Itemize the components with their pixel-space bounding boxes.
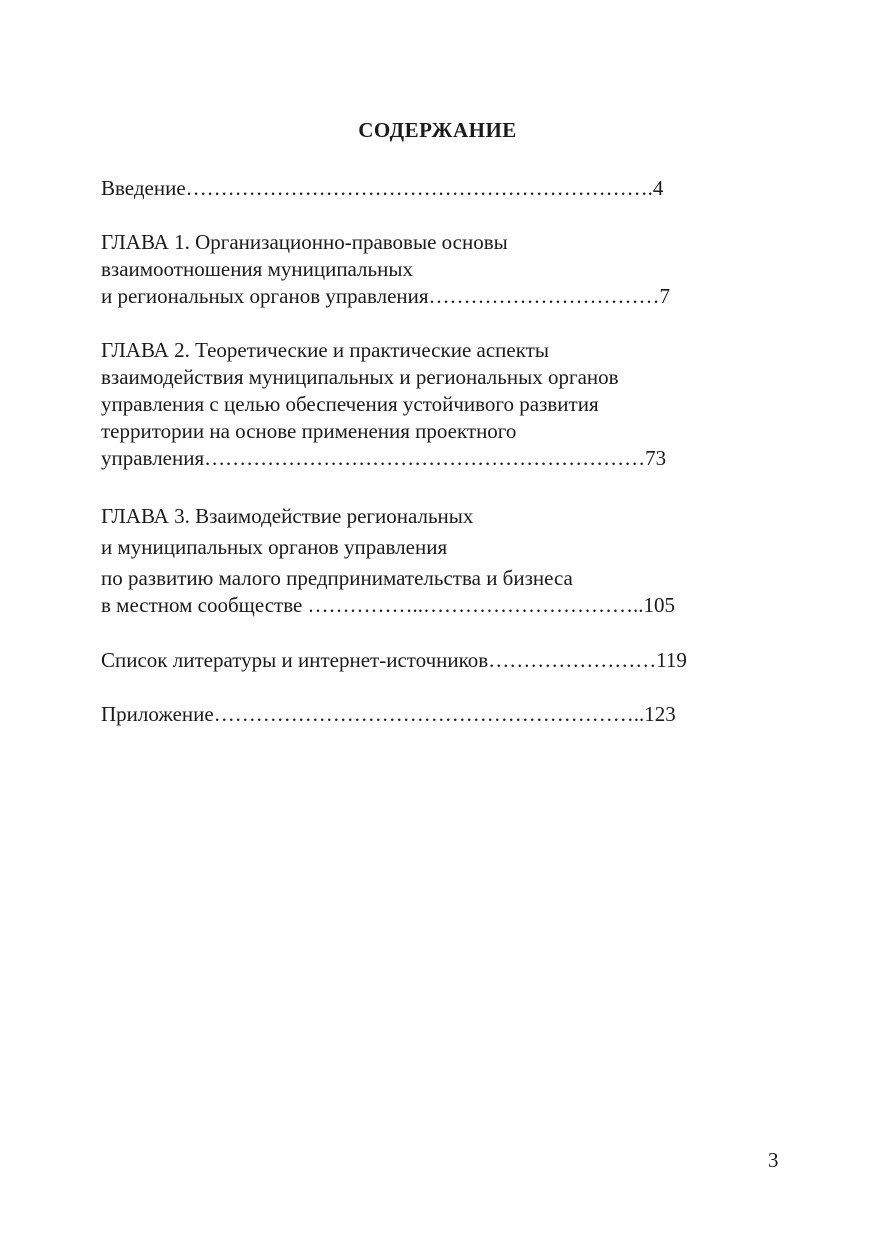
toc-entry-line: и муниципальных органов управления <box>101 535 448 559</box>
toc-entry-intro <box>101 175 663 202</box>
toc-entry-line: ГЛАВА 1. Организационно-правовые основы <box>101 230 508 254</box>
toc-entry-appendix <box>101 701 676 728</box>
page-title: СОДЕРЖАНИЕ <box>358 118 517 142</box>
toc-entry-bibliography <box>101 647 687 674</box>
toc-entry-line: управления………………………………………………………73 <box>101 446 667 470</box>
toc-entry-chapter-2 <box>101 337 666 472</box>
toc-entry-line: ГЛАВА 2. Теоретические и практические аспекты <box>101 338 549 362</box>
toc-entry-line: территории на основе применения проектного <box>101 419 517 443</box>
toc-entry-line: взаимодействия муниципальных и региональных органов <box>101 365 619 389</box>
toc-entry-line: в местном сообществе ……………..…………………………..105 <box>101 593 676 617</box>
toc-entry-chapter-1 <box>101 229 670 310</box>
toc-entry-line: Список литературы и интернет-источников……………………119 <box>101 648 687 672</box>
toc-entry-chapter-3 <box>101 503 675 619</box>
toc-entry-line: Введение………………………………………………………….4 <box>101 176 664 200</box>
toc-entry-line: ГЛАВА 3. Взаимодействие региональных <box>101 504 474 528</box>
toc-entry-line: и региональных органов управления……………………………7 <box>101 284 671 308</box>
toc-entry-line: Приложение……………………………………………………..123 <box>101 702 676 726</box>
toc-entry-line: взаимоотношения муниципальных <box>101 257 413 281</box>
page-number: 3 <box>768 1148 779 1172</box>
toc-entry-line: управления с целью обеспечения устойчивого развития <box>101 392 599 416</box>
toc-entry-line: по развитию малого предпринимательства и бизнеса <box>101 566 573 590</box>
